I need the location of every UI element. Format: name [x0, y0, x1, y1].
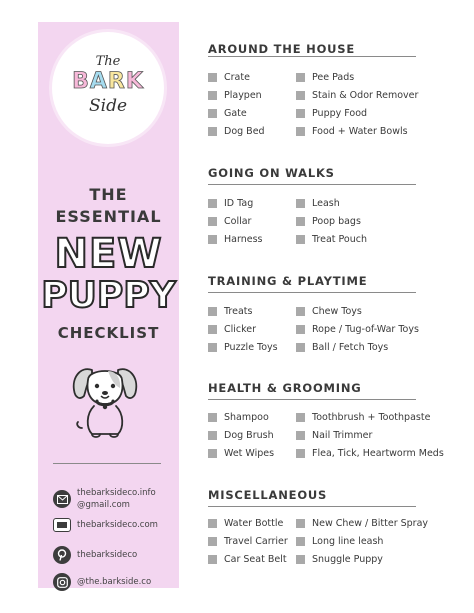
checkbox[interactable]: [208, 537, 217, 546]
checklist-item[interactable]: [208, 216, 251, 227]
checkbox[interactable]: [296, 217, 305, 226]
checklist-item-label: Wet Wipes: [224, 448, 275, 459]
contact-website[interactable]: [53, 518, 158, 532]
title-puppy: PUPPY: [41, 275, 176, 316]
checklist-item[interactable]: [208, 536, 288, 547]
checklist-item[interactable]: [208, 518, 283, 529]
checklist-item[interactable]: [296, 90, 418, 101]
checklist-item-label: Dog Brush: [224, 430, 274, 441]
section-title: AROUND THE HOUSE: [208, 42, 356, 56]
checklist-item-label: Puzzle Toys: [224, 342, 278, 353]
checkbox[interactable]: [208, 127, 217, 136]
checkbox[interactable]: [296, 235, 305, 244]
checkbox[interactable]: [296, 73, 305, 82]
checklist-item[interactable]: [208, 324, 256, 335]
checklist-item-label: Nail Trimmer: [312, 430, 373, 441]
checklist-item[interactable]: [296, 342, 388, 353]
checklist-item[interactable]: [208, 412, 269, 423]
checklist-item[interactable]: [296, 234, 367, 245]
checkbox[interactable]: [208, 307, 217, 316]
checklist-item-label: Food + Water Bowls: [312, 126, 408, 137]
checkbox[interactable]: [208, 235, 217, 244]
contact-email[interactable]: [53, 487, 169, 511]
checkbox[interactable]: [296, 519, 305, 528]
pinterest-icon: [53, 546, 71, 564]
section-divider: [208, 184, 416, 185]
title-new: NEW: [54, 231, 163, 277]
checkbox[interactable]: [208, 73, 217, 82]
checklist-item[interactable]: [296, 412, 430, 423]
checklist-item-label: Shampoo: [224, 412, 269, 423]
checklist-item-label: Stain & Odor Remover: [312, 90, 419, 101]
checklist-item-label: Leash: [312, 198, 340, 209]
contact-instagram[interactable]: [53, 573, 151, 591]
checklist-item-label: Water Bottle: [224, 518, 284, 529]
checklist-item-label: Pee Pads: [312, 72, 355, 83]
checklist-item-label: Harness: [224, 234, 263, 245]
checkbox[interactable]: [208, 431, 217, 440]
checklist-item[interactable]: [296, 216, 361, 227]
checklist-item-label: Clicker: [224, 324, 257, 335]
checklist-item-label: ID Tag: [224, 198, 254, 209]
section-divider: [208, 399, 416, 400]
checkbox[interactable]: [208, 555, 217, 564]
checklist-item[interactable]: [296, 554, 383, 565]
checklist-item[interactable]: [296, 198, 340, 209]
checkbox[interactable]: [208, 109, 217, 118]
section-divider: [208, 292, 416, 293]
checklist-item-label: Playpen: [224, 90, 262, 101]
sidebar: [38, 22, 179, 588]
section-title: MISCELLANEOUS: [208, 488, 328, 502]
checkbox[interactable]: [208, 519, 217, 528]
brand-logo: [52, 32, 164, 144]
section-divider: [208, 506, 416, 507]
checklist-item[interactable]: [296, 72, 354, 83]
checklist-item-label: Long line leash: [312, 536, 384, 547]
title-checklist: CHECKLIST: [57, 324, 160, 342]
title-essential: ESSENTIAL: [55, 207, 162, 226]
checklist-item-label: Puppy Food: [312, 108, 368, 119]
checkbox[interactable]: [208, 343, 217, 352]
checklist-item[interactable]: [208, 126, 265, 137]
checklist-item-label: Dog Bed: [224, 126, 265, 137]
title-the: THE: [89, 185, 128, 204]
checklist-item[interactable]: [296, 324, 419, 335]
checklist-item-label: Ball / Fetch Toys: [312, 342, 389, 353]
checklist-item-label: New Chew / Bitter Spray: [312, 518, 429, 529]
checkbox[interactable]: [296, 91, 305, 100]
checklist-item[interactable]: [296, 448, 444, 459]
instagram-icon: [53, 573, 71, 591]
checkbox[interactable]: [296, 537, 305, 546]
contact-email-text: thebarksideco.info @gmail.com: [77, 488, 156, 510]
checklist-item[interactable]: [208, 448, 274, 459]
checklist-item-label: Gate: [224, 108, 247, 119]
contact-pinterest-text: thebarksideco: [77, 550, 138, 560]
puppy-illustration: [70, 356, 140, 442]
checklist-item-label: Toothbrush + Toothpaste: [312, 412, 431, 423]
section-divider: [208, 56, 416, 57]
checkbox[interactable]: [296, 431, 305, 440]
checklist-item-label: Collar: [224, 216, 252, 227]
checklist-item-label: Treats: [224, 306, 253, 317]
section-title: HEALTH & GROOMING: [208, 381, 362, 395]
checkbox[interactable]: [208, 413, 217, 422]
checklist-item[interactable]: [296, 536, 383, 547]
checkbox[interactable]: [208, 325, 217, 334]
checklist-item[interactable]: [208, 90, 262, 101]
checkbox[interactable]: [296, 109, 305, 118]
checklist-item[interactable]: [208, 430, 274, 441]
logo-text-the: The: [95, 54, 121, 69]
checklist-item[interactable]: [296, 126, 408, 137]
checklist-item[interactable]: [208, 198, 253, 209]
checkbox[interactable]: [208, 217, 217, 226]
checklist-item-label: Treat Pouch: [312, 234, 367, 245]
contact-website-text: thebarksideco.com: [77, 520, 158, 530]
checklist-item[interactable]: [208, 108, 247, 119]
checkbox[interactable]: [296, 307, 305, 316]
checklist-item[interactable]: [208, 342, 278, 353]
checkbox[interactable]: [296, 199, 305, 208]
checkbox[interactable]: [296, 325, 305, 334]
checkbox[interactable]: [208, 91, 217, 100]
checklist-item[interactable]: [208, 306, 252, 317]
checkbox[interactable]: [296, 343, 305, 352]
checkbox[interactable]: [208, 449, 217, 458]
checkbox[interactable]: [296, 127, 305, 136]
logo-text-bark: BARK: [72, 69, 144, 94]
checklist-item[interactable]: [208, 234, 262, 245]
checklist-item-label: Chew Toys: [312, 306, 362, 317]
section-title: GOING ON WALKS: [208, 166, 335, 180]
checklist-item[interactable]: [296, 108, 367, 119]
section-title: TRAINING & PLAYTIME: [208, 274, 368, 288]
checklist-item-label: Poop bags: [312, 216, 361, 227]
sidebar-divider: [53, 463, 161, 464]
checklist-item-label: Crate: [224, 72, 250, 83]
checklist-item[interactable]: [296, 430, 372, 441]
contact-pinterest[interactable]: [53, 546, 137, 564]
checkbox[interactable]: [208, 199, 217, 208]
checklist-item[interactable]: [296, 306, 362, 317]
checklist-item-label: Travel Carrier: [224, 536, 288, 547]
checklist-item[interactable]: [208, 72, 250, 83]
checklist-item[interactable]: [208, 554, 287, 565]
checkbox[interactable]: [296, 449, 305, 458]
checklist-item-label: Snuggle Puppy: [312, 554, 383, 565]
checklist-item-label: Flea, Tick, Heartworm Meds: [312, 448, 444, 459]
logo-text-side: Side: [88, 96, 128, 116]
checklist-item[interactable]: [296, 518, 428, 529]
mail-icon: [53, 490, 71, 508]
contact-instagram-text: @the.barkside.co: [77, 577, 152, 587]
checklist-item-label: Rope / Tug-of-War Toys: [312, 324, 419, 335]
checkbox[interactable]: [296, 555, 305, 564]
laptop-icon: [53, 518, 71, 532]
checkbox[interactable]: [296, 413, 305, 422]
checklist-item-label: Car Seat Belt: [224, 554, 287, 565]
